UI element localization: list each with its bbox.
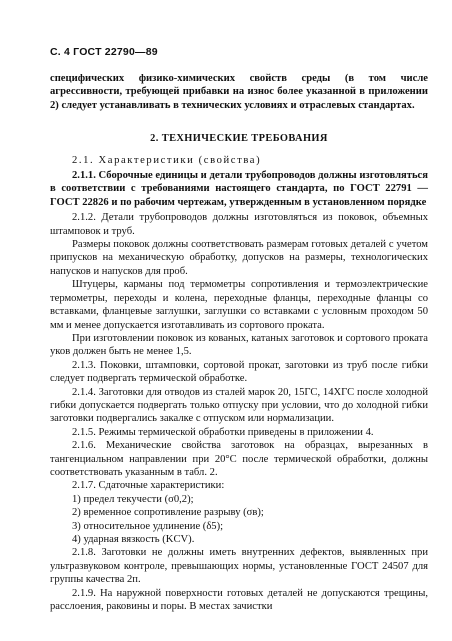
paragraph-2-1-8: 2.1.8. Заготовки не должны иметь внутренних дефектов, выявленных при ультразвуковом контроле, превышающих нормы, установленные ГОСТ 24507 для группы качества 2п. <box>50 547 428 586</box>
paragraph-2-1-4: 2.1.4. Заготовки для отводов из сталей марок 20, 15ГС, 14ХГС после холодной гибки допускается подвергать только отпуску при условии, что до холодной гибки заготовки подвергались закалке с отпуском или нормализации. <box>50 386 428 425</box>
list-item: 4) ударная вязкость (KCV). <box>72 534 195 545</box>
paragraph-forgings: Размеры поковок должны соответствовать размерам готовых деталей с учетом припусков на механическую обработку, допусков на размеры, технологических напусков и напусков для проб. <box>50 239 428 277</box>
intro-paragraph: специфических физико-химических свойств среды (в том числе агрессивности, требующей прибавки на износ более указанной в приложении 2) следует устанавливать в технических условиях и отраслевых стандартах. <box>50 73 428 111</box>
page-content <box>50 72 428 613</box>
paragraph-2-1-9: 2.1.9. На наружной поверхности готовых деталей не допускаются трещины, расслоения, раковины и поры. В местах зачистки <box>50 587 428 613</box>
paragraph-2-1-6: 2.1.6. Механические свойства заготовок на образцах, вырезанных в тангенциальном направлении при 20°С после термической обработки, должны соответствовать указанным в табл. 2. <box>50 440 428 478</box>
page-header: С. 4 ГОСТ 22790—89 <box>50 46 158 58</box>
characteristics-list <box>50 493 428 547</box>
section-title: 2. ТЕХНИЧЕСКИЕ ТРЕБОВАНИЯ <box>150 133 328 145</box>
list-item: 1) предел текучести (σ0,2); <box>72 493 194 505</box>
paragraph-forging-ratio: При изготовлении поковок из кованых, катаных заготовок и сортового проката уков должен быть не менее 1,5. <box>50 332 428 358</box>
subsection-title: 2.1. Характеристики (свойства) <box>72 154 262 166</box>
paragraph-2-1-7: 2.1.7. Сдаточные характеристики: <box>72 480 225 492</box>
list-item: 3) относительное удлинение (δ5); <box>72 520 224 532</box>
list-item: 2) временное сопротивление разрыву (σв); <box>72 507 264 519</box>
paragraph-2-1-1: 2.1.1. Сборочные единицы и детали трубопроводов должны изготовляться в соответствии с требованиями настоящего стандарта, по ГОСТ 22791 — ГОСТ 22826 и по рабочим чертежам, утвержденным в установленном порядке <box>50 170 428 208</box>
paragraph-2-1-5: 2.1.5. Режимы термической обработки приведены в приложении 4. <box>72 426 374 438</box>
paragraph-2-1-3: 2.1.3. Поковки, штамповки, сортовой прокат, заготовки из труб после гибки следует подвергать термической обработке. <box>50 359 428 385</box>
paragraph-fittings: Штуцеры, карманы под термометры сопротивления и термоэлектрические термометры, переходы и колена, переходные фланцы, переходные фланцы со вставками, фланцевые заглушки, заглушки со вставками с условным проходом 50 мм и менее допускается изготавливать из сортового проката. <box>50 279 428 331</box>
paragraph-2-1-2: 2.1.2. Детали трубопроводов должны изготовляться из поковок, объемных штамповок и труб. <box>50 212 428 237</box>
